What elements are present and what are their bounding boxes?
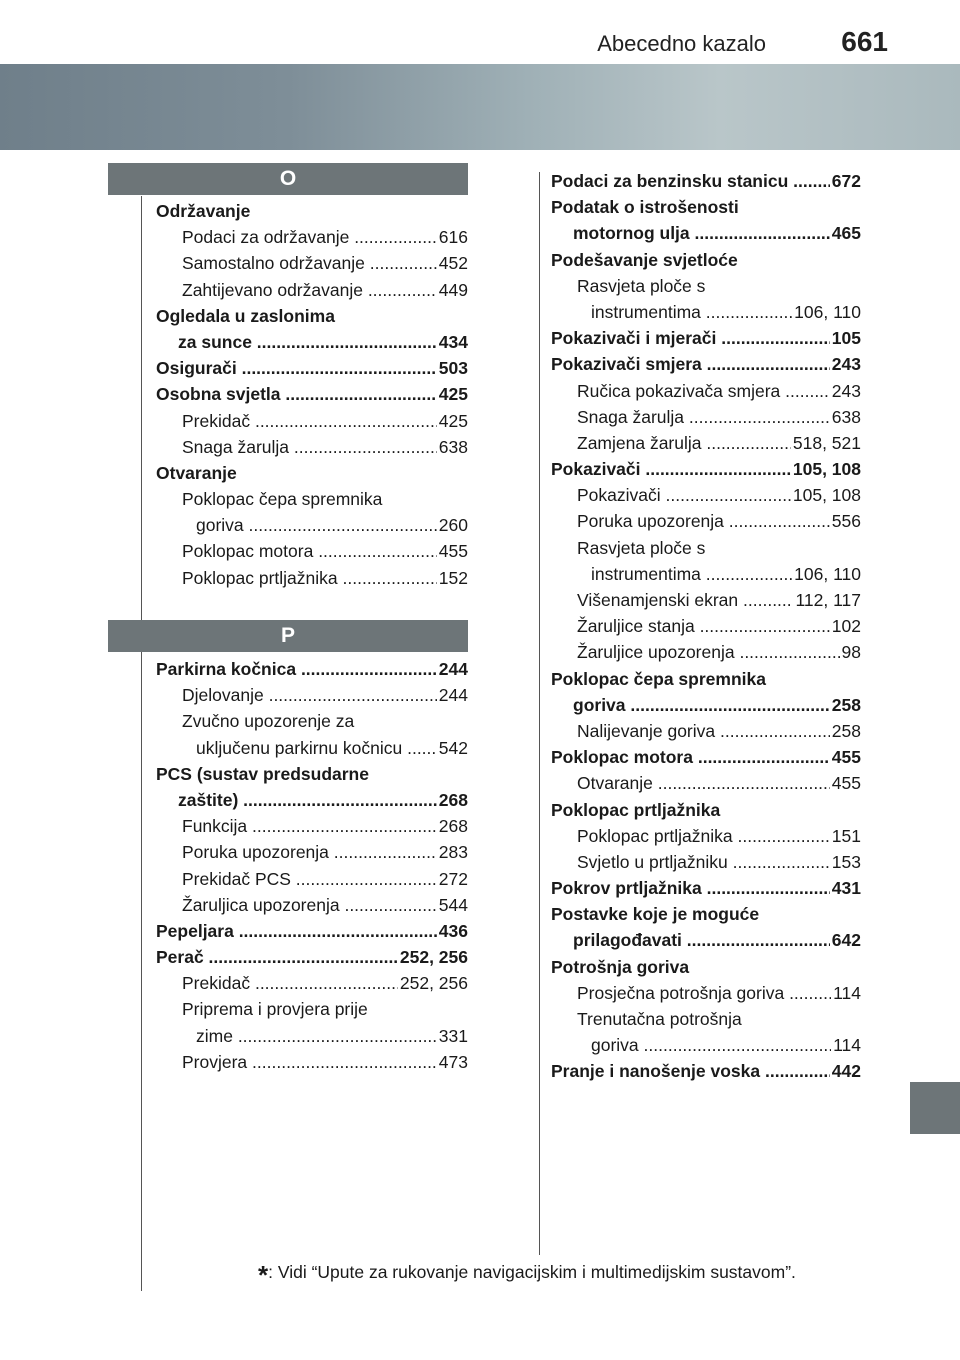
index-entry-text: Poruka upozorenja	[577, 511, 724, 532]
index-entry-sub	[551, 770, 861, 796]
index-entry-sub	[156, 486, 468, 512]
index-entry-text: Prosječna potrošnja goriva	[577, 982, 785, 1003]
index-entry-sub	[551, 299, 861, 325]
index-entry-main	[551, 927, 861, 953]
index-entry-main	[156, 355, 468, 381]
index-entry-sub	[156, 512, 468, 538]
index-entry-text: Podaci za održavanje	[182, 227, 350, 248]
index-entry-sub	[551, 404, 861, 430]
index-entry-page: 642	[830, 927, 861, 953]
index-entry-text: Pokazivači smjera	[551, 354, 702, 375]
index-entry-page: 106, 110	[792, 561, 861, 587]
index-entry-page: 455	[830, 770, 861, 796]
index-entry-page: 425	[437, 381, 468, 407]
index-entry-page: 98	[840, 639, 861, 665]
index-entry-sub	[551, 273, 861, 299]
index-entry-text: Poklopac motora	[182, 541, 314, 562]
index-entry-sub	[551, 482, 861, 508]
index-entry-text: Nalijevanje goriva	[577, 720, 716, 741]
index-entry-page: 152	[437, 565, 468, 591]
index-entry-page: 544	[437, 892, 468, 918]
index-entry-page: 452	[437, 250, 468, 276]
index-entry-main	[156, 944, 468, 970]
index-entry-text: Poruka upozorenja	[182, 842, 329, 863]
index-entry-text: Podatak o istrošenosti	[551, 197, 739, 218]
index-entry-main	[551, 351, 861, 377]
index-entry-main	[551, 797, 861, 823]
index-entry-text: Potrošnja goriva	[551, 956, 690, 977]
index-entry-page: 638	[830, 404, 861, 430]
index-entry-sub	[156, 996, 468, 1022]
index-entry-text: PCS (sustav predsudarne	[156, 763, 369, 784]
index-entry-page: 102	[830, 613, 861, 639]
index-entry-main	[551, 220, 861, 246]
header-title: Abecedno kazalo	[597, 31, 766, 56]
index-entry-sub	[551, 823, 861, 849]
section-header-p: P	[108, 620, 468, 652]
index-entry-sub	[156, 682, 468, 708]
index-entry-text: Podaci za benzinsku stanicu	[551, 171, 789, 191]
index-entry-text: Žaruljice upozorenja	[577, 642, 735, 663]
index-entry-page: 331	[437, 1023, 468, 1049]
index-entry-page: 503	[437, 355, 468, 381]
index-entry-text: Pepeljara	[156, 920, 234, 941]
index-entry-main	[551, 744, 861, 770]
index-entry-text: Zvučno upozorenje za	[182, 711, 355, 732]
index-entry-main	[156, 656, 468, 682]
index-entry-text: goriva	[196, 515, 244, 536]
index-entry-text: Zamjena žarulja	[577, 432, 702, 453]
index-entry-text: Rasvjeta ploče s	[577, 275, 706, 296]
index-entry-sub	[551, 535, 861, 561]
index-entry-text: Prekidač	[182, 973, 251, 994]
index-entry-main	[156, 460, 468, 486]
index-entry-sub	[551, 718, 861, 744]
index-entry-sub	[551, 508, 861, 534]
index-entry-sub	[156, 1049, 468, 1075]
index-entry-page: 114	[831, 1032, 861, 1058]
index-entry-sub	[551, 980, 861, 1006]
index-entry-text: Pranje i nanošenje voska	[551, 1061, 761, 1082]
index-entry-text: Poklopac čepa spremnika	[551, 668, 766, 689]
index-entry-sub	[156, 839, 468, 865]
index-entry-page: 455	[830, 744, 861, 770]
index-entry-page: 455	[437, 538, 468, 564]
index-entry-main	[156, 303, 468, 329]
index-entry-page: 442	[830, 1058, 861, 1084]
index-entry-text: prilagođavati	[573, 930, 682, 951]
index-entry-main	[551, 247, 861, 273]
page-header	[0, 0, 960, 64]
index-entry-sub	[551, 849, 861, 875]
index-entry-page: 153	[830, 849, 861, 875]
index-entry-text: zime	[196, 1025, 233, 1046]
index-entry-page: 268	[437, 787, 468, 813]
index-entry-sub	[156, 224, 468, 250]
index-entry-main	[551, 194, 861, 220]
index-entry-text: Prekidač	[182, 410, 251, 431]
index-entry-text: Višenamjenski ekran	[577, 590, 739, 610]
index-entry-sub	[156, 565, 468, 591]
index-entry-text: Prekidač PCS	[182, 868, 291, 889]
index-entry-text: Osigurači	[156, 358, 237, 379]
header-banner	[0, 64, 960, 150]
chapter-thumb-tab	[910, 1082, 960, 1134]
index-entry-text: Pokazivači	[577, 485, 661, 506]
index-entry-text: goriva	[573, 694, 626, 715]
index-entry-page: 244	[437, 682, 468, 708]
index-entry-text: Poklopac prtljažnika	[577, 825, 733, 846]
index-entry-main	[156, 761, 468, 787]
index-entry-text: Ručica pokazivača smjera	[577, 380, 781, 401]
index-entry-sub	[551, 378, 861, 404]
index-entry-text: goriva	[591, 1035, 639, 1056]
index-entry-main	[156, 329, 468, 355]
index-list-right	[551, 168, 861, 1085]
index-entry-text: Svjetlo u prtljažniku	[577, 851, 728, 872]
index-entry-main	[551, 692, 861, 718]
index-entry-text: Djelovanje	[182, 685, 264, 706]
index-entry-text: Otvaranje	[156, 462, 237, 483]
index-entry-sub	[551, 587, 861, 613]
index-entry-text: Podešavanje svjetloće	[551, 249, 738, 270]
section-header-o: O	[108, 163, 468, 195]
index-entry-text: Pokazivači i mjerači	[551, 328, 717, 349]
index-entry-text: Funkcija	[182, 816, 248, 837]
left-column-rule	[141, 196, 142, 1291]
index-entry-page: 243	[830, 378, 861, 404]
index-entry-sub	[156, 866, 468, 892]
index-entry-sub	[156, 1023, 468, 1049]
index-entry-page: 106, 110	[792, 299, 861, 325]
index-entry-text: Otvaranje	[577, 773, 653, 794]
index-entry-text: Osobna svjetla	[156, 384, 281, 405]
index-entry-text: motornog ulja	[573, 223, 690, 244]
footnote-text: : Vidi “Upute za rukovanje navigacijskim i multimedijskim sustavom”.	[268, 1262, 796, 1282]
index-entry-text: Priprema i provjera prije	[182, 999, 368, 1020]
footnote	[258, 1260, 796, 1291]
index-entry-main	[551, 456, 861, 482]
index-entry-sub	[156, 250, 468, 276]
index-entry-sub	[156, 277, 468, 303]
index-entry-sub	[156, 408, 468, 434]
index-entry-page: 434	[437, 329, 468, 355]
index-entry-text: Snaga žarulja	[577, 406, 685, 427]
index-entry-text: Parkirna kočnica	[156, 659, 297, 679]
index-entry-page: 114	[831, 980, 861, 1006]
index-list-p	[156, 656, 468, 1075]
index-entry-sub	[156, 708, 468, 734]
index-entry-text: za sunce	[178, 331, 252, 352]
index-entry-text: Pokrov prtljažnika	[551, 878, 702, 899]
index-entry-text: Rasvjeta ploče s	[577, 537, 706, 558]
index-entry-page: 473	[437, 1049, 468, 1075]
page-number: 661	[841, 26, 888, 57]
index-entry-sub	[156, 434, 468, 460]
index-entry-page: 268	[437, 813, 468, 839]
index-entry-text: Poklopac prtljažnika	[551, 799, 721, 820]
index-entry-main	[551, 901, 861, 927]
index-entry-main	[156, 918, 468, 944]
index-entry-page: 252, 256	[398, 970, 468, 996]
index-entry-text: zaštite)	[178, 789, 239, 810]
index-entry-main	[551, 1058, 861, 1084]
index-entry-sub	[551, 1032, 861, 1058]
index-entry-page: 105, 108	[791, 456, 861, 482]
index-entry-sub	[551, 639, 861, 665]
index-entry-text: uključenu parkirnu kočnicu	[196, 737, 403, 758]
index-entry-sub	[156, 970, 468, 996]
index-entry-page: 258	[830, 692, 861, 718]
index-entry-page: 542	[437, 735, 468, 761]
index-entry-page: 616	[437, 224, 468, 250]
index-entry-page: 244	[437, 656, 468, 682]
index-list-o	[156, 198, 468, 591]
column-divider	[539, 172, 540, 1255]
index-entry-page: 151	[830, 823, 861, 849]
index-entry-main	[156, 787, 468, 813]
index-entry-text: Ogledala u zaslonima	[156, 305, 335, 326]
index-entry-sub	[551, 1006, 861, 1032]
index-entry-text: Perač	[156, 947, 204, 968]
index-entry-page: 283	[437, 839, 468, 865]
index-entry-text: Zahtijevano održavanje	[182, 279, 363, 300]
index-entry-text: Postavke koje je moguće	[551, 904, 760, 925]
index-entry-sub	[551, 561, 861, 587]
index-entry-text: Poklopac čepa spremnika	[182, 489, 383, 510]
index-entry-page: 112, 117	[793, 587, 861, 613]
index-entry-page: 252, 256	[398, 944, 468, 970]
index-entry-text: Provjera	[182, 1051, 248, 1072]
index-entry-text: Pokazivači	[551, 459, 641, 480]
index-entry-page: 431	[830, 875, 861, 901]
index-entry-text: Poklopac motora	[551, 747, 693, 768]
index-entry-sub	[156, 813, 468, 839]
index-entry-page: 243	[830, 351, 861, 377]
index-entry-main	[551, 168, 861, 194]
index-entry-text: instrumentima	[591, 563, 701, 584]
index-entry-sub	[156, 538, 468, 564]
index-entry-page: 425	[437, 408, 468, 434]
index-entry-text: Žaruljica upozorenja	[182, 894, 340, 915]
index-entry-main	[551, 325, 861, 351]
index-entry-page: 449	[437, 277, 468, 303]
index-entry-page: 258	[830, 718, 861, 744]
index-entry-main	[551, 954, 861, 980]
index-entry-page: 518, 521	[791, 430, 861, 456]
index-entry-text: Snaga žarulja	[182, 436, 290, 457]
index-entry-main	[156, 381, 468, 407]
index-entry-page: 272	[437, 866, 468, 892]
index-entry-page: 105, 108	[791, 482, 861, 508]
index-entry-text: Poklopac prtljažnika	[182, 567, 338, 588]
index-entry-main	[156, 198, 468, 224]
index-entry-text: instrumentima	[591, 301, 701, 322]
index-entry-page: 436	[437, 918, 468, 944]
index-entry-page: 105	[830, 325, 861, 351]
index-entry-page: 556	[830, 508, 861, 534]
footnote-star: *	[258, 1260, 269, 1290]
index-entry-main	[551, 875, 861, 901]
index-entry-main	[551, 666, 861, 692]
index-entry-sub	[156, 735, 468, 761]
index-entry-page: 638	[437, 434, 468, 460]
index-entry-page: 465	[830, 220, 861, 246]
index-entry-sub	[551, 430, 861, 456]
index-entry-page: 260	[437, 512, 468, 538]
index-entry-sub	[156, 892, 468, 918]
index-entry-sub	[551, 613, 861, 639]
index-entry-text: Žaruljice stanja	[577, 616, 695, 637]
index-entry-text: Održavanje	[156, 201, 251, 221]
index-entry-page: 672	[830, 168, 861, 194]
index-entry-text: Trenutačna potrošnja	[577, 1009, 742, 1029]
index-entry-text: Samostalno održavanje	[182, 253, 365, 274]
